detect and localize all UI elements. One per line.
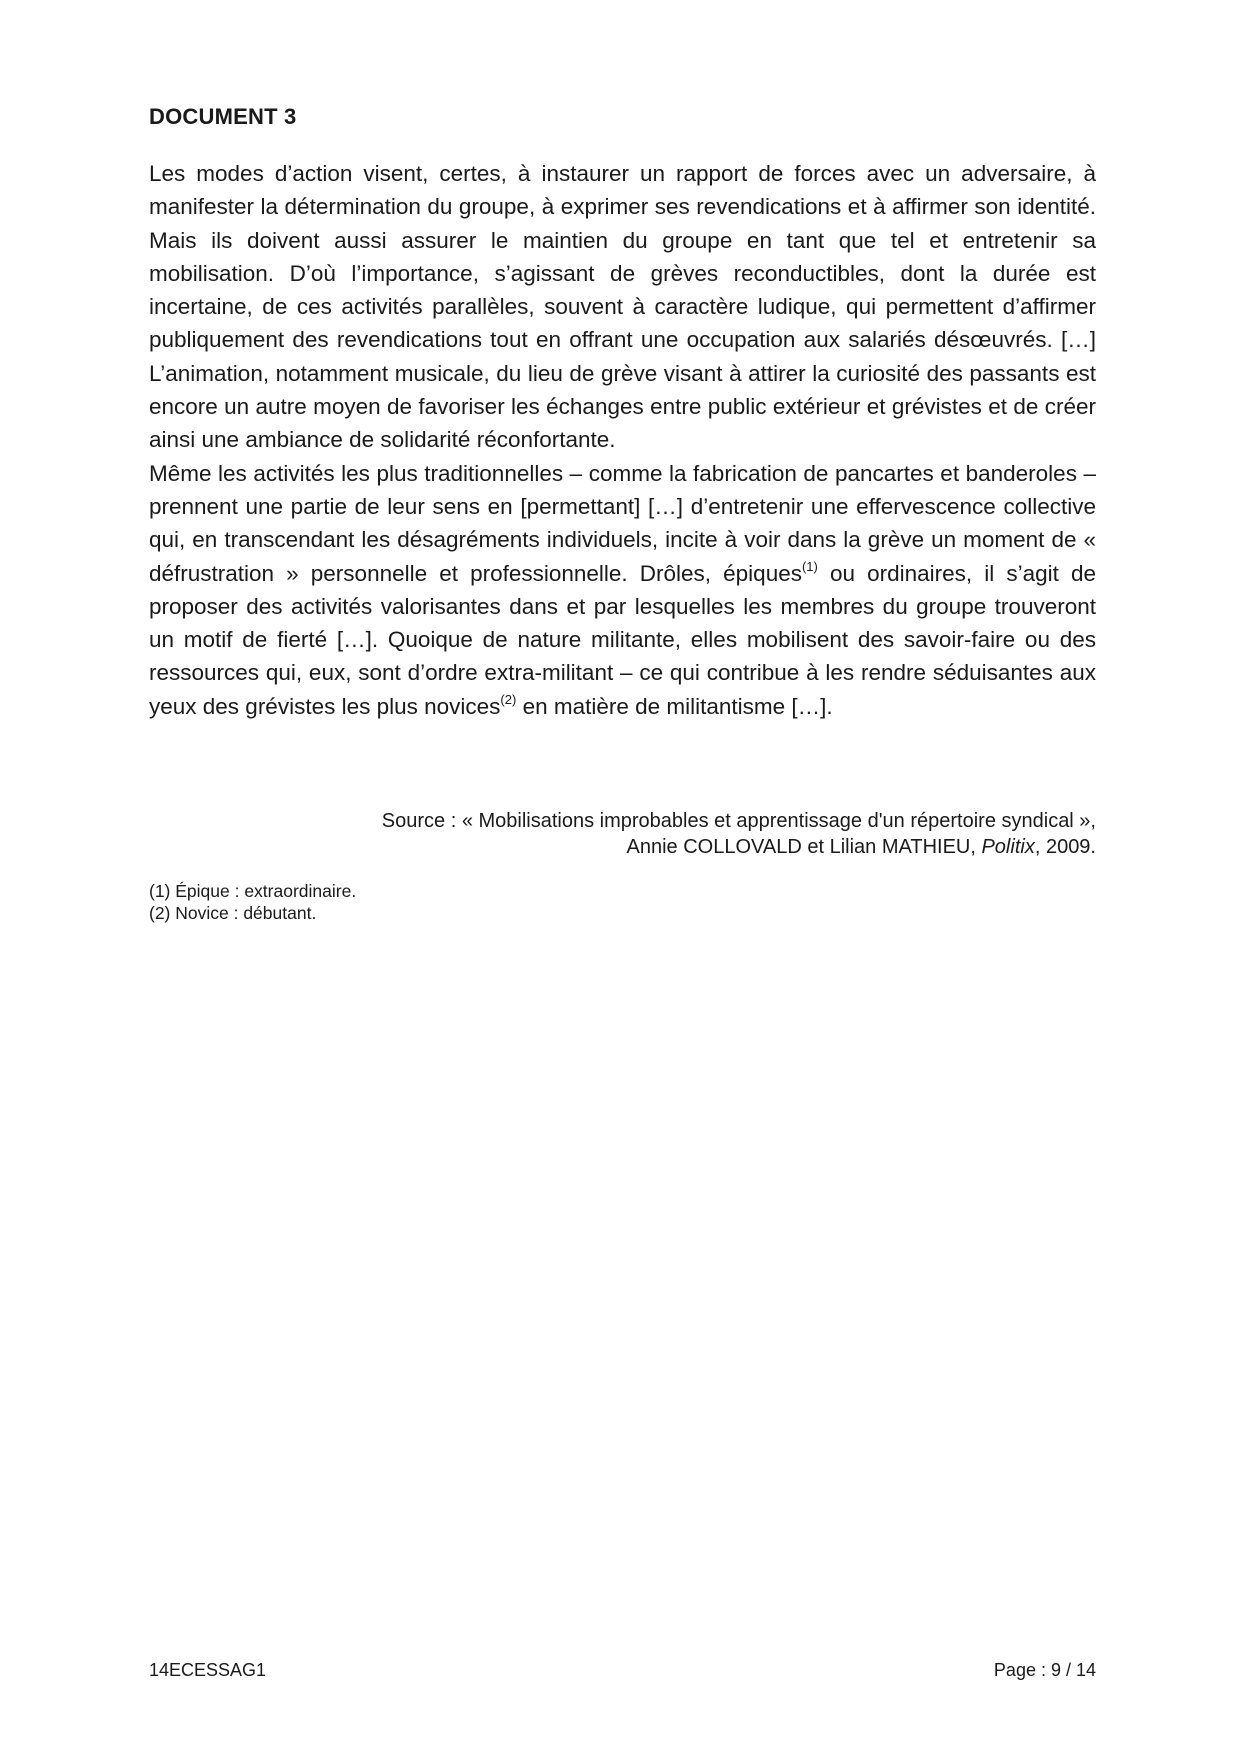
source-line-1: Source : « Mobilisations improbables et apprentissage d'un répertoire syndical »,	[381, 810, 1096, 832]
footnote-ref-1: (1)	[801, 558, 818, 574]
document-code: 14ECESSAG1	[149, 1660, 267, 1680]
paragraph-2	[149, 457, 1096, 723]
paragraph-2-part-1: Même les activités les plus traditionnelles – comme la fabrication de pancartes et banderoles – prennent une partie de leur sens en [permettant] […] d’entretenir une effervescence collective qui, en transcendant les désagréments individuels, incite à voir dans la grève un moment de « défrustration » personnelle et professionnelle. Drôles, épiques	[149, 460, 1096, 586]
footnote-ref-2: (2)	[500, 691, 517, 707]
document-body	[149, 157, 1096, 723]
paragraph-1: Les modes d’action visent, certes, à instaurer un rapport de forces avec un adversaire, à manifester la détermination du groupe, à exprimer ses revendications et à affirmer son identité. Mais ils doivent aussi assurer le maintien du groupe en tant que tel et entretenir sa mobilisation. D’où l’importance, s’agissant de grèves reconductibles, dont la durée est incertaine, de ces activités parallèles, souvent à caractère ludique, qui permettent d’affirmer publiquement des revendications tout en offrant une occupation aux salariés désœuvrés. […] L’animation, notamment musicale, du lieu de grève visant à attirer la curiosité des passants est encore un autre moyen de favoriser les échanges entre public extérieur et grévistes et de créer ainsi une ambiance de solidarité réconfortante.	[149, 161, 1096, 453]
source-year: , 2009.	[1034, 836, 1096, 858]
footnote-2: (2) Novice : débutant.	[149, 903, 317, 923]
page-footer	[149, 1660, 1096, 1681]
source-citation	[196, 808, 1096, 860]
source-journal: Politix	[981, 836, 1035, 858]
source-authors: Annie COLLOVALD et Lilian MATHIEU,	[626, 836, 982, 858]
footnotes	[149, 880, 356, 924]
page-number: Page : 9 / 14	[993, 1660, 1096, 1680]
footnote-1: (1) Épique : extraordinaire.	[149, 881, 357, 901]
paragraph-2-part-3: en matière de militantisme […].	[516, 693, 833, 719]
document-title: DOCUMENT 3	[149, 104, 297, 129]
paragraph-2-part-2: ou ordinaires, il s’agit de proposer des activités valorisantes dans et par lesquelles les membres du groupe trouveront un motif de fierté […]. Quoique de nature militante, elles mobilisent des savoir-faire ou des ressources qui, eux, sont d’ordre extra-militant – ce qui contribue à les rendre séduisantes aux yeux des grévistes les plus novices	[149, 560, 1096, 719]
source-line-2	[196, 834, 1096, 860]
